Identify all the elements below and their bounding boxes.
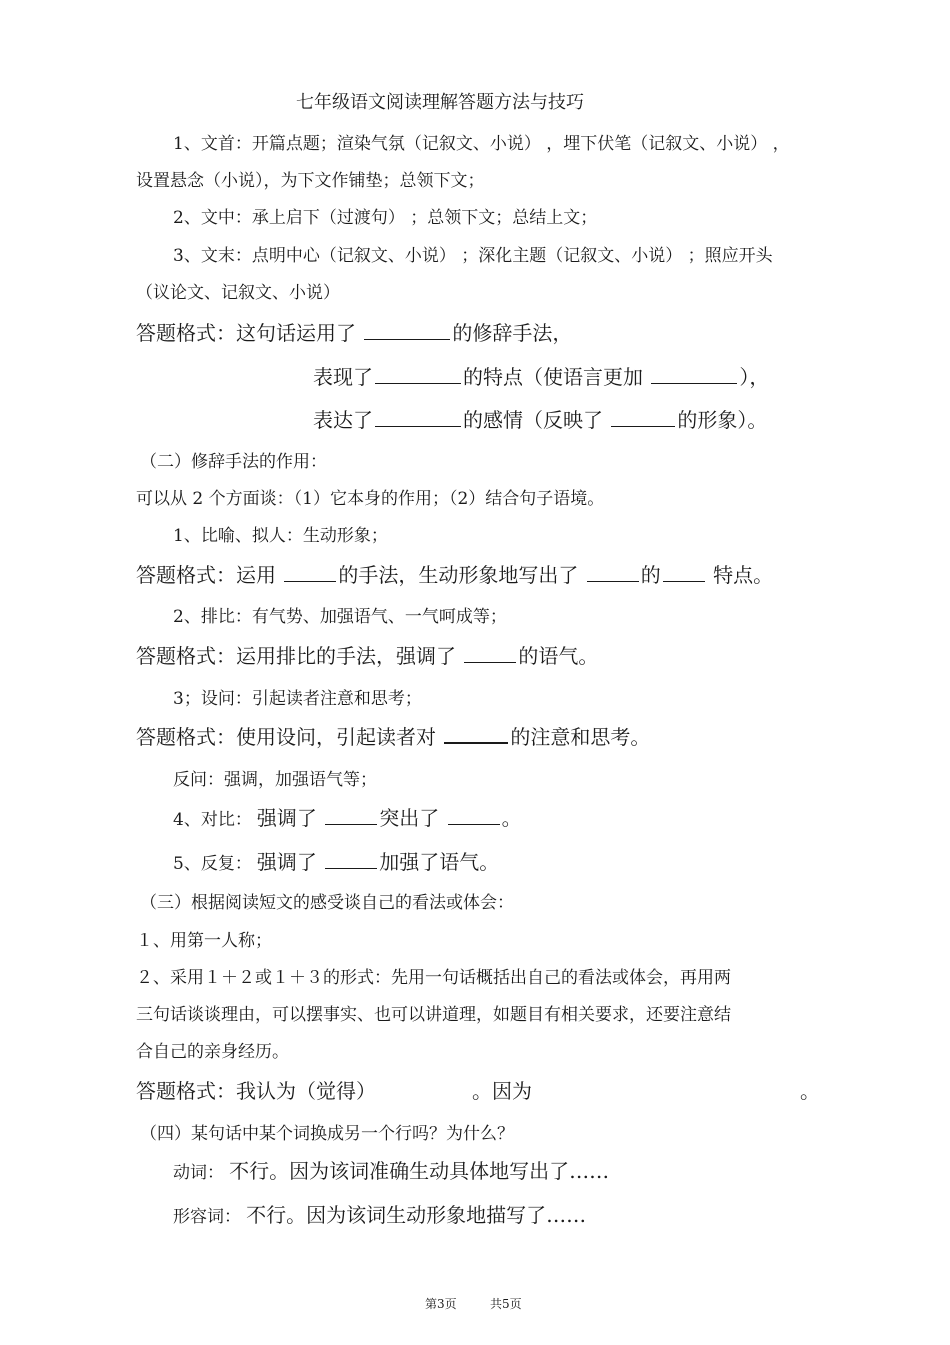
format-text: 特点。 [706,563,774,587]
format-text: 答题格式：使用设问，引起读者对 [136,725,443,749]
answer-format-parallelism [136,640,598,669]
text-line: 2、文中：承上启下（过渡句） ；总领下文；总结上文； [173,208,598,228]
format-text: 答题格式：我认为（觉得） [136,1079,376,1103]
answer-format-2 [313,361,769,390]
section-heading: （三）根据阅读短文的感受谈自己的看法或体会： [140,893,514,913]
answer-format-question [136,721,650,750]
text-line: ２、采用１＋２或１＋３的形式：先用一句话概括出自己的看法或体会，再用两 [136,968,731,988]
format-text: 的注意和思考。 [510,725,651,749]
format-text: 的特点（使语言更加 [463,365,650,389]
answer-blank [375,408,461,427]
text-line: 3；设问：引起读者注意和思考； [173,689,422,709]
item-text: 。 [501,806,522,830]
answer-blank [587,563,639,582]
adjective-line [173,1199,586,1228]
answer-blank [651,365,737,384]
text-line: 可以从 2 个方面谈：（1）它本身的作用；（2）结合句子语境。 [136,489,605,509]
answer-blank [325,850,377,869]
answer-blank [448,806,500,825]
format-text: ）， [739,365,770,389]
answer-format-metaphor [136,559,773,588]
text-line: 3、文末：点明中心（记叙文、小说） ；深化主题（记叙文、小说） ；照应开头 [173,246,773,266]
format-text: 的 [640,563,661,587]
format-text: 表现了 [313,365,373,389]
format-text: 答题格式：这句话运用了 [136,321,363,345]
format-text: 的形象）。 [677,408,768,432]
format-text: 。 [800,1079,820,1103]
answer-blank [464,644,516,663]
format-text: 。因为 [472,1079,532,1103]
page-number: 第3页 [425,1297,457,1311]
format-text: 的修辞手法， [452,321,573,345]
answer-format-3 [313,404,767,433]
item-text: 不行。因为该词生动形象地描写了…… [246,1203,587,1227]
answer-blank [444,724,508,744]
repetition-line [173,846,499,875]
section-heading: （二）修辞手法的作用： [140,452,327,472]
text-line: 1、比喻、拟人：生动形象； [173,526,388,546]
item-label: 4、对比： [173,810,252,830]
item-label: 形容词： [173,1207,241,1227]
document-title: 七年级语文阅读理解答题方法与技巧 [296,92,584,113]
text-line [173,765,377,790]
item-label: 动词： [173,1163,224,1183]
answer-blank [284,563,336,582]
item-label: 反问： [173,770,224,790]
text-line: 设置悬念（小说），为下文作铺垫；总领下文； [136,171,485,191]
text-line: （议论文、记叙文、小说） [136,283,340,303]
format-text: 答题格式：运用 [136,563,283,587]
text-line: 1、文首：开篇点题；渲染气氛（记叙文、小说） ，埋下伏笔（记叙文、小说） ， [173,134,790,154]
answer-blank [375,365,461,384]
contrast-line [173,802,522,831]
item-text: 强调了 [256,806,324,830]
answer-format-1 [136,317,572,346]
text-line: 三句话谈谈理由，可以摆事实、也可以讲道理，如题目有相关要求，还要注意结 [136,1005,731,1025]
item-text: 不行。因为该词准确生动具体地写出了…… [229,1159,610,1183]
answer-format-opinion [136,1075,376,1104]
text-line: １、用第一人称； [136,931,272,951]
item-text: 强调了 [256,850,324,874]
answer-blank [364,321,450,340]
item-text: 突出了 [379,806,446,830]
format-text: 表达了 [313,408,373,432]
item-text: 加强了语气。 [379,850,500,874]
item-label: 5、反复： [173,854,252,874]
answer-blank [611,408,675,427]
format-text: 的感情（反映了 [463,408,610,432]
verb-line [173,1155,609,1184]
format-text: 的语气。 [518,644,599,668]
section-heading: （四）某句话中某个词换成另一个行吗？为什么？ [140,1124,514,1144]
format-text: 答题格式：运用排比的手法，强调了 [136,644,463,668]
answer-blank [663,563,705,582]
item-text: 强调，加强语气等； [224,770,377,790]
text-line: 2、排比：有气势、加强语气、一气呵成等； [173,607,507,627]
page-total: 共5页 [490,1297,522,1311]
answer-blank [325,806,377,825]
text-line: 合自己的亲身经历。 [136,1042,289,1062]
format-text: 的手法，生动形象地写出了 [338,563,585,587]
